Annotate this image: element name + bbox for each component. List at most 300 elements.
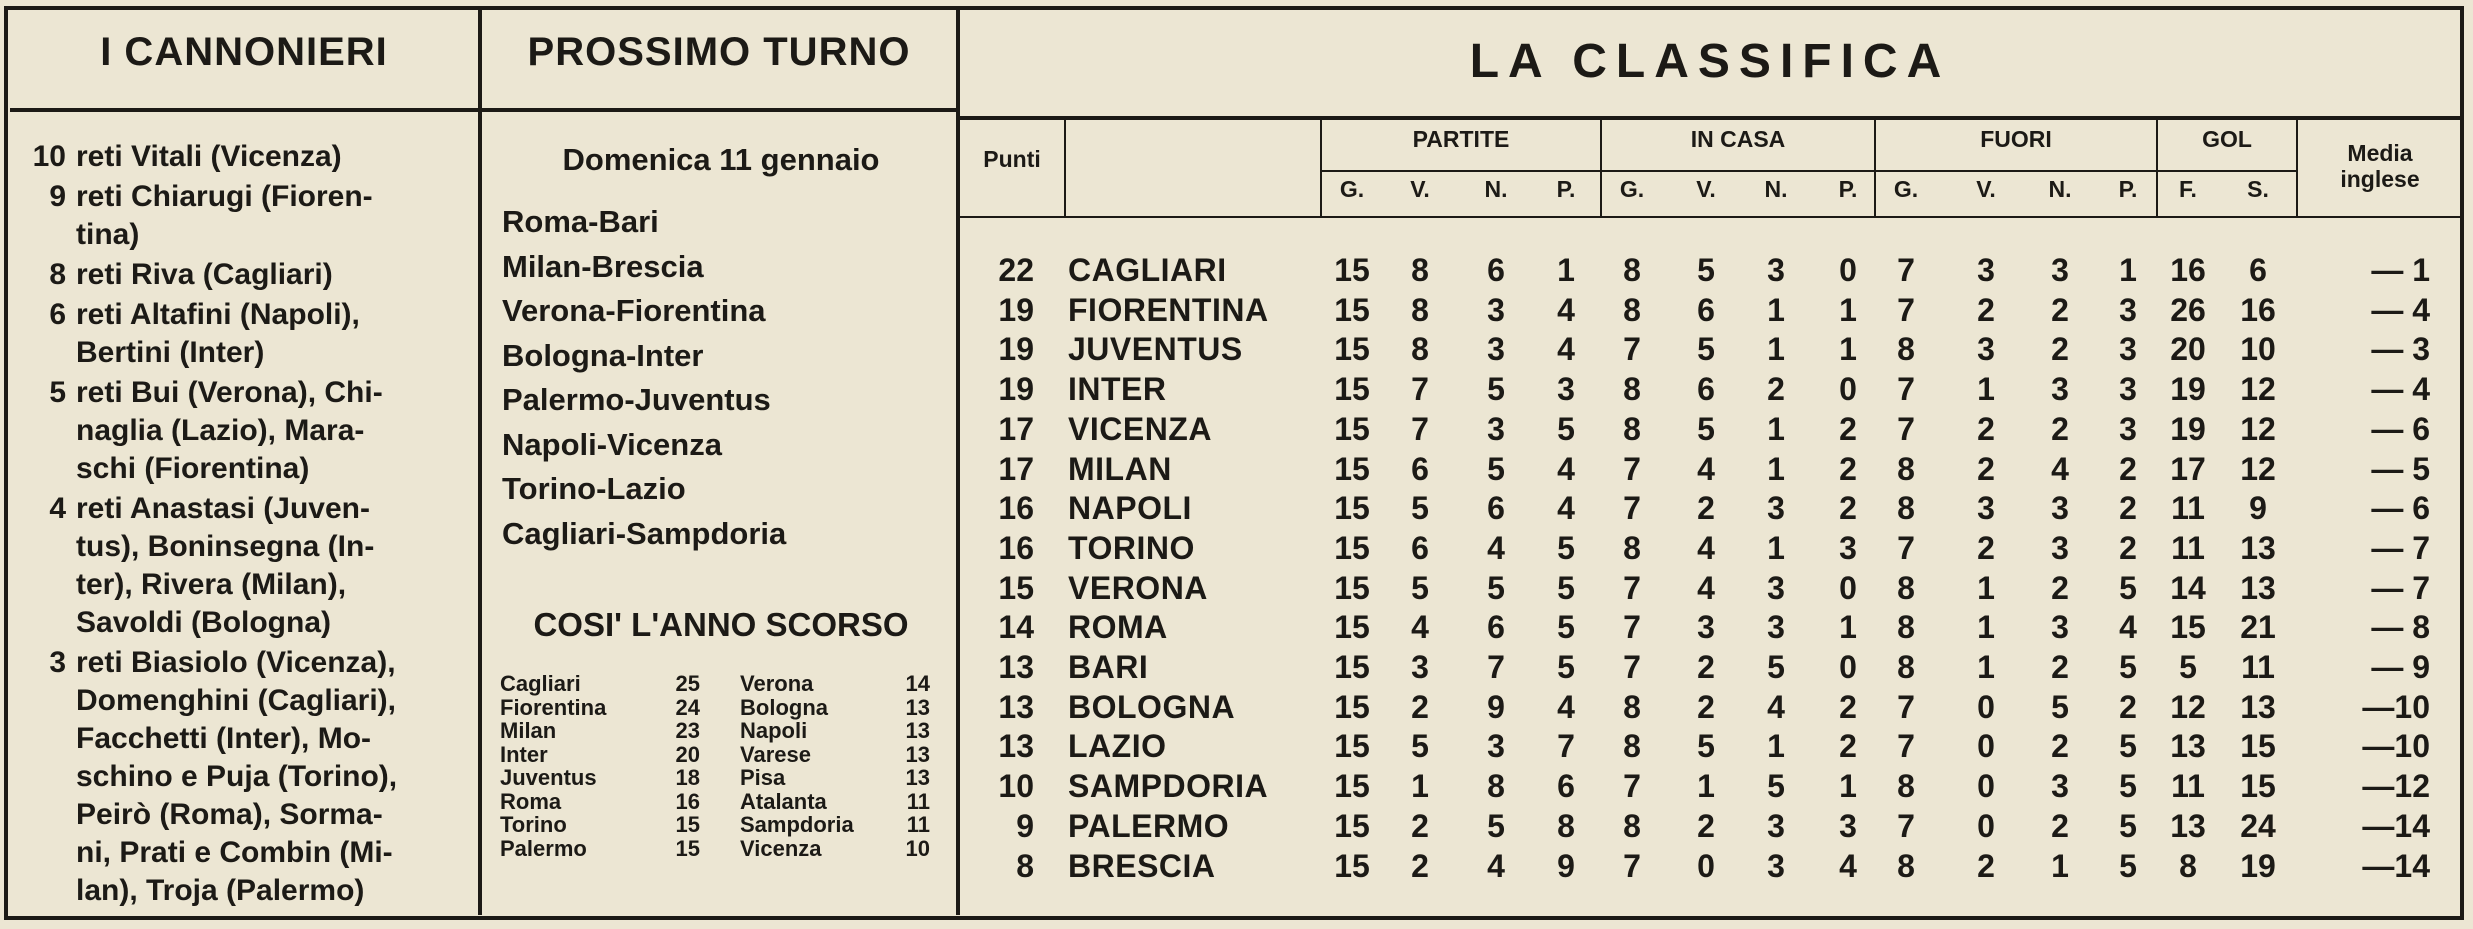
stat-cell: 17 [2170,450,2206,487]
media-inglese-cell: —10 [2362,728,2430,765]
stat-cell: 0 [1839,569,1857,606]
stat-cell: 2 [2051,807,2069,844]
stat-cell: 7 [1897,728,1915,765]
stat-cell: 7 [1897,291,1915,328]
media-inglese-cell: — 6 [2371,490,2430,527]
points: 14 [905,671,930,696]
header-in-casa: IN CASA [1690,126,1786,152]
team-name: Bologna [740,694,828,720]
stat-cell: 3 [2119,331,2137,368]
stat-cell: 6 [1487,609,1505,646]
stat-cell: 1 [1767,410,1785,447]
stat-cell: 4 [1557,450,1575,487]
stat-cell: 8 [1623,252,1641,288]
stat-cell: 8 [1897,847,1915,884]
stat-cell: 5 [2119,569,2137,606]
stat-cell: 7 [1623,450,1641,487]
stat-cell: 6 [1697,371,1715,408]
subheader: N. [1484,176,1508,202]
stat-cell: 0 [1697,847,1715,884]
stat-cell: 1 [1697,768,1715,805]
points-cell: 13 [998,649,1034,685]
stat-cell: 4 [1487,847,1505,884]
stat-cell: 15 [2170,609,2206,646]
last-year-title: COSI' L'ANNO SCORSO [533,606,909,643]
media-inglese-cell: — 4 [2371,291,2430,328]
goal-count: 8 [49,258,66,291]
last-year-row [500,813,940,837]
subheader: V. [1696,176,1716,202]
divider [960,116,2460,120]
stat-cell: 3 [1411,649,1429,685]
stat-cell: 12 [2240,450,2276,487]
stat-cell: 3 [1487,410,1505,447]
scorers-list [26,138,466,912]
stat-cell: 6 [2249,252,2267,288]
match-item: Milan-Brescia [502,248,704,284]
stat-cell: 0 [1977,688,1995,725]
goal-count: 5 [49,376,66,409]
stat-cell: 3 [1767,609,1785,646]
scorer-row [26,296,466,372]
team-name: BRESCIA [1068,847,1216,884]
team-name: BOLOGNA [1068,688,1236,725]
points: 20 [675,741,700,767]
stat-cell: 2 [2119,490,2137,527]
stat-cell: 2 [2051,410,2069,447]
stat-cell: 5 [1697,331,1715,368]
stat-cell: 2 [2051,728,2069,765]
scorer-line: schi (Fiorentina) [76,452,310,485]
scorer-row [26,256,466,294]
stat-cell: 7 [1897,807,1915,844]
turno-title: PROSSIMO TURNO [527,30,911,74]
stat-cell: 4 [1697,529,1715,566]
team-name: FIORENTINA [1068,291,1269,328]
stat-cell: 6 [1697,291,1715,328]
team-name: VERONA [1068,569,1208,606]
stat-cell: 2 [1839,450,1857,487]
stat-cell: 3 [1697,609,1715,646]
team-name: Cagliari [500,671,581,696]
points: 25 [675,671,700,696]
last-year-row [500,790,940,814]
stat-cell: 15 [1334,331,1370,368]
stat-cell: 8 [1897,331,1915,368]
stat-cell: 15 [1334,291,1370,328]
points-cell: 16 [998,529,1034,566]
team-name: PALERMO [1068,807,1230,844]
goal-count: 9 [49,180,66,213]
stat-cell: 9 [1487,688,1505,725]
last-year-row [500,837,940,861]
stat-cell: 12 [2240,410,2276,447]
stat-cell: 13 [2240,529,2276,566]
match-item: Torino-Lazio [502,471,686,506]
stat-cell: 3 [1487,291,1505,328]
stat-cell: 0 [1977,807,1995,844]
points-cell: 13 [998,728,1034,765]
stat-cell: 6 [1487,252,1505,288]
team-name: MILAN [1068,450,1172,487]
stat-cell: 2 [2119,529,2137,566]
stat-cell: 1 [1767,291,1785,328]
stat-cell: 15 [1334,807,1370,844]
stat-cell: 2 [1839,410,1857,447]
stat-cell: 2 [1697,490,1715,527]
stat-cell: 8 [2179,847,2197,884]
stat-cell: 15 [1334,768,1370,805]
stat-cell: 7 [1897,252,1915,288]
stat-cell: 4 [2119,609,2137,646]
subheader: F. [2179,176,2197,202]
match-item: Palermo-Juventus [502,382,771,417]
media-inglese-cell: — 7 [2371,569,2430,606]
stat-cell: 7 [1897,410,1915,447]
stat-cell: 0 [1977,768,1995,805]
points: 23 [675,718,700,743]
last-year-row [500,672,940,696]
stat-cell: 4 [1411,609,1429,646]
points: 13 [905,718,930,743]
stat-cell: 15 [1334,410,1370,447]
stat-cell: 4 [1697,450,1715,487]
scorer-row [26,490,466,642]
scorer-line: reti Riva (Cagliari) [76,258,333,291]
stat-cell: 7 [1623,847,1641,884]
stat-cell: 2 [1839,728,1857,765]
media-inglese-cell: — 3 [2371,331,2430,368]
stat-cell: 2 [1411,688,1429,725]
points: 10 [905,835,930,861]
scorer-line: reti Anastasi (Juven- [76,492,370,525]
points: 13 [905,765,930,790]
stat-cell: 5 [1557,569,1575,606]
stat-cell: 8 [1411,291,1429,328]
stat-cell: 1 [2119,252,2137,288]
stat-cell: 4 [1557,688,1575,725]
stat-cell: 2 [1697,688,1715,725]
stat-cell: 15 [1334,728,1370,765]
stat-cell: 7 [1623,569,1641,606]
stat-cell: 2 [1839,490,1857,527]
stat-cell: 3 [1767,569,1785,606]
stat-cell: 4 [1697,569,1715,606]
stat-cell: 1 [1839,291,1857,328]
stat-cell: 1 [1839,331,1857,368]
stat-cell: 11 [2241,649,2275,685]
stat-cell: 15 [1334,569,1370,606]
points-cell: 17 [998,410,1034,447]
points-cell: 8 [1016,847,1034,884]
stat-cell: 3 [1977,252,1995,288]
team-name: VICENZA [1068,410,1212,447]
stat-cell: 3 [1487,331,1505,368]
stat-cell: 0 [1977,728,1995,765]
stat-cell: 15 [1334,688,1370,725]
stat-cell: 13 [2240,688,2276,725]
stat-cell: 2 [2119,688,2137,725]
points-cell: 19 [998,291,1034,328]
stat-cell: 19 [2240,847,2276,884]
team-name: TORINO [1068,529,1195,566]
team-name: Varese [740,741,811,767]
stat-cell: 15 [2240,728,2276,765]
stat-cell: 7 [1623,768,1641,805]
last-year-standings [500,672,940,860]
goal-count: 4 [49,492,66,525]
scorer-line: schino e Puja (Torino), [76,760,398,793]
stat-cell: 2 [2051,291,2069,328]
stat-cell: 2 [1697,807,1715,844]
media-inglese-cell: —10 [2362,688,2430,725]
stat-cell: 15 [1334,252,1370,288]
stat-cell: 2 [1977,529,1995,566]
stat-cell: 5 [1697,410,1715,447]
stat-cell: 4 [2051,450,2069,487]
stat-cell: 8 [1557,807,1575,844]
stat-cell: 5 [2119,807,2137,844]
scorer-line: lan), Troja (Palermo) [76,874,365,907]
stat-cell: 11 [2171,490,2205,527]
stat-cell: 5 [2051,688,2069,725]
stat-cell: 5 [1487,807,1505,844]
stat-cell: 0 [1839,252,1857,288]
stat-cell: 8 [1897,768,1915,805]
stat-cell: 1 [1977,649,1995,685]
team-name: Verona [740,671,814,696]
stat-cell: 3 [2051,609,2069,646]
subheader: P. [1556,176,1576,202]
stat-cell: 2 [2119,450,2137,487]
stat-cell: 6 [1411,450,1429,487]
stat-cell: 3 [1977,490,1995,527]
subheader: N. [1764,176,1788,202]
stat-cell: 16 [2170,252,2206,288]
subheader: G. [1893,176,1919,202]
team-name: Napoli [740,718,808,743]
stat-cell: 8 [1623,371,1641,408]
header-media: Media [2347,140,2413,166]
team-name: Inter [500,741,548,767]
points-cell: 10 [998,768,1034,805]
points-cell: 22 [998,252,1034,288]
divider [482,108,956,112]
media-inglese-cell: — 1 [2371,252,2430,288]
stat-cell: 0 [1839,649,1857,685]
stat-cell: 11 [2171,529,2205,566]
stat-cell: 12 [2240,371,2276,408]
points-cell: 15 [998,569,1034,606]
scorer-row [26,178,466,254]
stat-cell: 3 [2051,252,2069,288]
stat-cell: 1 [1977,609,1995,646]
scorer-line: reti Biasiolo (Vicenza), [76,646,396,679]
stat-cell: 2 [1411,847,1429,884]
stat-cell: 15 [1334,371,1370,408]
stat-cell: 15 [1334,450,1370,487]
stat-cell: 7 [1411,371,1429,408]
team-name: Vicenza [740,835,822,861]
points-cell: 14 [998,609,1034,646]
divider [10,108,478,112]
stat-cell: 2 [2051,569,2069,606]
team-name: LAZIO [1068,728,1167,765]
media-inglese-cell: — 8 [2371,609,2430,646]
scorer-line: reti Altafini (Napoli), [76,298,360,331]
stat-cell: 7 [1897,688,1915,725]
points-cell: 17 [998,450,1034,487]
stat-cell: 3 [2051,768,2069,805]
stat-cell: 8 [1623,688,1641,725]
team-name: Pisa [740,765,786,790]
last-year-row [500,766,940,790]
scorer-line: Peirò (Roma), Sorma- [76,798,383,831]
stat-cell: 14 [2170,569,2206,606]
stat-cell: 3 [1557,371,1575,408]
stat-cell: 1 [1557,252,1575,288]
stat-cell: 5 [1697,252,1715,288]
stat-cell: 5 [1557,649,1575,685]
last-year-row [500,696,940,720]
goal-count: 3 [49,646,66,679]
scorer-row [26,644,466,910]
media-inglese-cell: — 6 [2371,410,2430,447]
stat-cell: 19 [2170,371,2206,408]
points: 13 [905,694,930,720]
media-inglese-cell: — 4 [2371,371,2430,408]
points: 11 [906,812,930,837]
stat-cell: 7 [1411,410,1429,447]
stat-cell: 5 [2119,728,2137,765]
stat-cell: 2 [1977,410,1995,447]
stat-cell: 7 [1557,728,1575,765]
stat-cell: 3 [1767,807,1785,844]
stat-cell: 15 [1334,609,1370,646]
header-fuori: FUORI [1980,126,2052,152]
team-name: INTER [1068,371,1167,408]
team-name: BARI [1068,649,1149,685]
stat-cell: 3 [1767,490,1785,527]
stat-cell: 3 [1839,807,1857,844]
team-name: Sampdoria [740,812,854,837]
points: 15 [675,812,700,837]
stat-cell: 2 [2051,331,2069,368]
stat-cell: 8 [1623,529,1641,566]
stat-cell: 4 [1839,847,1857,884]
stat-cell: 4 [1557,331,1575,368]
scorer-line: reti Chiarugi (Fioren- [76,180,373,213]
match-item: Cagliari-Sampdoria [502,515,787,551]
stat-cell: 3 [1767,252,1785,288]
stat-cell: 5 [1557,410,1575,447]
stat-cell: 3 [2051,490,2069,527]
stat-cell: 3 [2119,371,2137,408]
subheader: N. [2048,176,2072,202]
scorer-line: tina) [76,218,140,251]
stat-cell: 5 [2119,649,2137,685]
match-item: Bologna-Inter [502,337,704,373]
divider [1064,120,1066,216]
subheader: G. [1619,176,1645,202]
team-name: Roma [500,788,562,814]
stat-cell: 4 [1557,291,1575,328]
scorer-line: Bertini (Inter) [76,336,265,369]
subheader: V. [1410,176,1430,202]
stat-cell: 5 [1487,371,1505,408]
team-name: Torino [500,812,567,837]
stat-cell: 8 [1623,728,1641,765]
stat-cell: 7 [1623,331,1641,368]
stat-cell: 10 [2240,331,2276,368]
stat-cell: 2 [1697,649,1715,685]
points-cell: 9 [1016,807,1034,844]
stat-cell: 1 [1839,768,1857,805]
stat-cell: 8 [1623,410,1641,447]
stat-cell: 15 [1334,529,1370,566]
goal-count: 10 [32,140,66,173]
subheader: P. [2118,176,2138,202]
stat-cell: 13 [2170,728,2206,765]
stat-cell: 13 [2170,807,2206,844]
team-name: Fiorentina [500,694,607,720]
scorer-line: reti Bui (Verona), Chi- [76,376,383,409]
match-item: Verona-Fiorentina [502,293,766,328]
points-cell: 13 [998,688,1034,725]
stat-cell: 2 [1977,847,1995,884]
stat-cell: 1 [1977,569,1995,606]
stat-cell: 15 [1334,649,1370,685]
subheader: G. [1339,176,1365,202]
stat-cell: 16 [2240,291,2276,328]
points: 13 [905,741,930,767]
stat-cell: 1 [1767,728,1785,765]
divider [956,10,960,915]
scorer-row [26,374,466,488]
stat-cell: 8 [1897,490,1915,527]
stat-cell: 13 [2240,569,2276,606]
team-name: Juventus [500,765,597,790]
media-inglese-cell: — 9 [2371,649,2430,685]
next-round-date: Domenica 11 gennaio [562,142,880,177]
stat-cell: 4 [1557,490,1575,527]
match-item: Roma-Bari [502,204,659,239]
next-round-matches [502,200,786,556]
stat-cell: 8 [1623,807,1641,844]
stat-cell: 2 [1411,807,1429,844]
header-punti: Punti [983,146,1041,172]
media-inglese-cell: — 5 [2371,450,2430,487]
stat-cell: 3 [2051,371,2069,408]
stat-cell: 8 [1623,291,1641,328]
stat-cell: 2 [1839,688,1857,725]
stat-cell: 3 [2119,410,2137,447]
stat-cell: 1 [1767,331,1785,368]
scorer-line: ni, Prati e Combin (Mi- [76,836,393,869]
divider [2296,120,2298,216]
stat-cell: 12 [2170,688,2206,725]
stat-cell: 11 [2171,768,2205,805]
stat-cell: 7 [1623,490,1641,527]
divider [960,216,2460,218]
stat-cell: 5 [2119,768,2137,805]
last-year-row [500,719,940,743]
media-inglese-cell: —14 [2362,807,2430,844]
stat-cell: 9 [1557,847,1575,884]
team-name: JUVENTUS [1068,331,1243,368]
stat-cell: 4 [1767,688,1785,725]
stat-cell: 26 [2170,291,2206,328]
